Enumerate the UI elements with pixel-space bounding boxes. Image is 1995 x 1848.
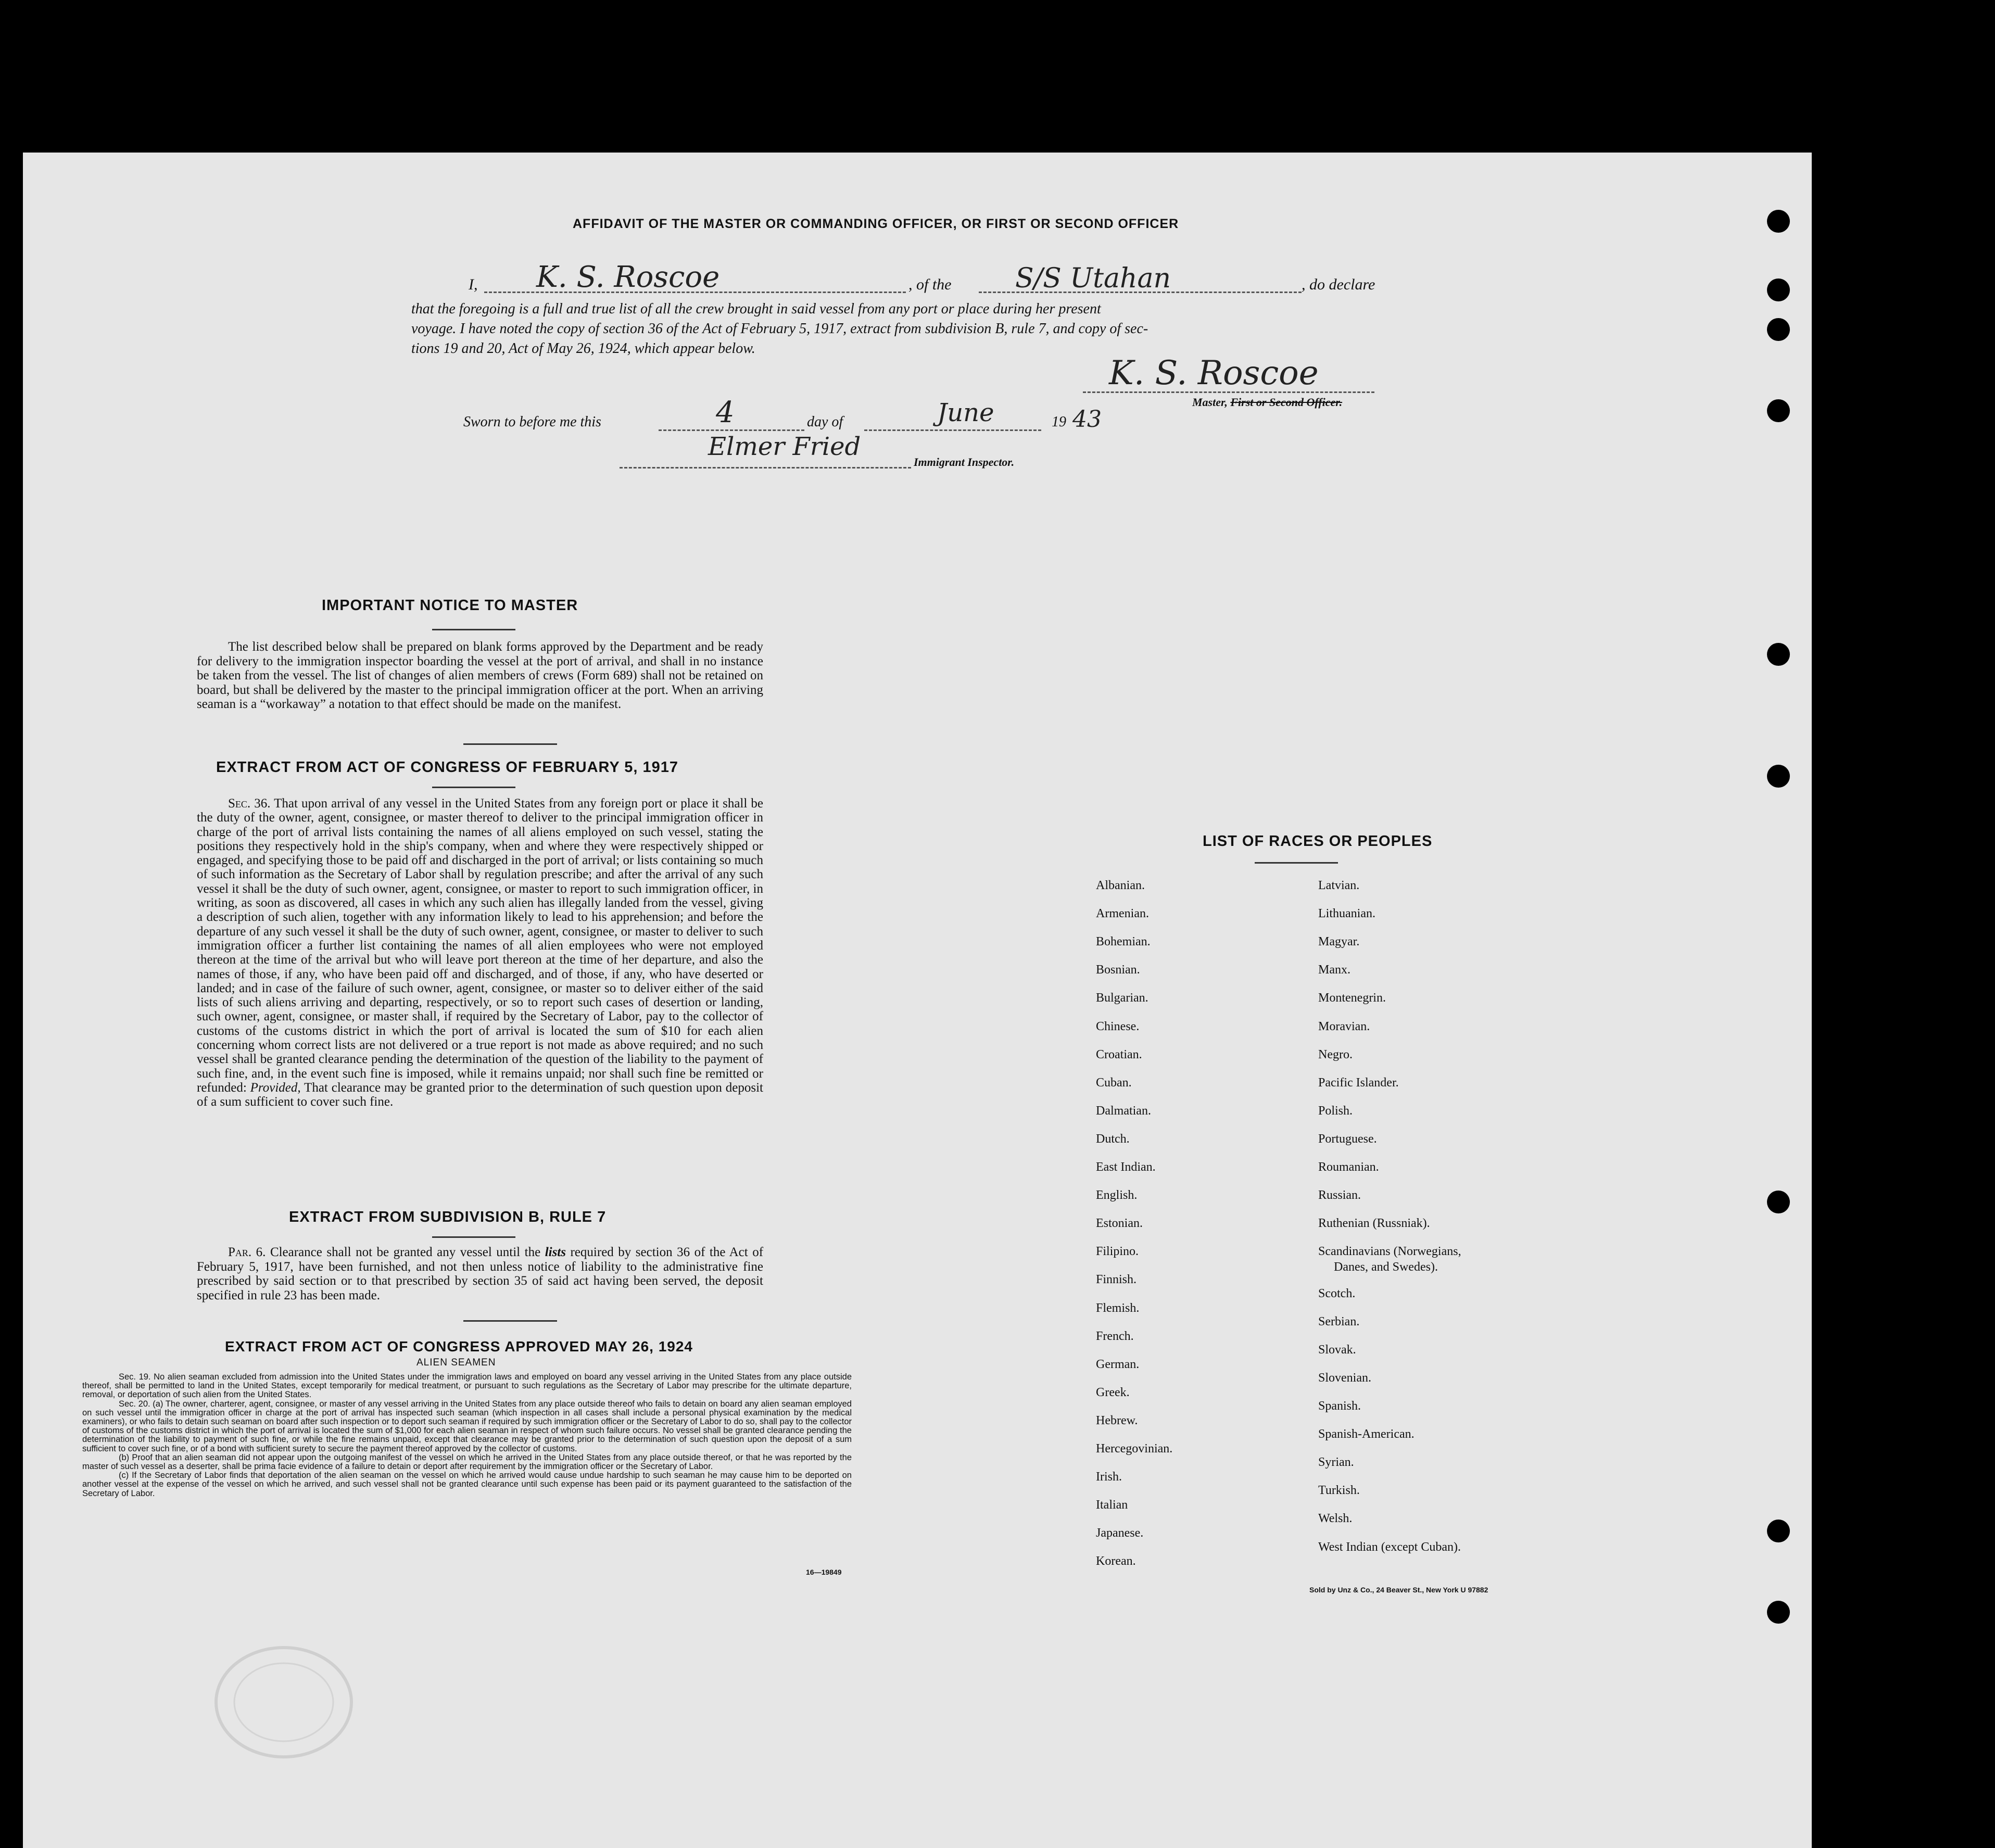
section-36-tail: That clearance may be granted prior to the determination of such question upon deposit of a sum sufficient to cover such fine.: [197, 1080, 763, 1109]
race-item: Dutch.: [1096, 1132, 1130, 1146]
race-item: Irish.: [1096, 1470, 1122, 1484]
day-line: [659, 429, 804, 431]
affidavit-i-label: I,: [469, 276, 478, 293]
form-number: 16—19849: [806, 1568, 842, 1576]
faded-seal: [208, 1640, 359, 1765]
race-item: Albanian.: [1096, 879, 1145, 892]
master-label: Master,: [1192, 396, 1228, 409]
master-title-block: [1192, 396, 1342, 409]
race-item: Roumanian.: [1318, 1160, 1379, 1174]
race-item: Russian.: [1318, 1188, 1361, 1203]
divider: [432, 629, 515, 630]
race-item: West Indian (except Cuban).: [1318, 1540, 1461, 1554]
section-36-body: That upon arrival of any vessel in the United States from any foreign port or place it shall be the duty of the owner, agent, consignee, or master thereof to deliver to the principal immigration officer in charge of the port of arrival lists containing the names of all aliens employed on such vessel, stating the positions they respectively hold in the ship's company, when and where they were respectively shipped or engaged, and specifying those to be paid off and discharged in the port of arrival; or lists containing so much of such information as the Secretary of Labor shall by regulation prescribe; and after the arrival of any such vessel it shall be the duty of such owner, agent, consignee, or master to report to such immigration officer, in writing, as soon as discovered, all cases in which any such alien has illegally landed from the vessel, giving a description of such alien, together with any information likely to lead to his apprehension; and before the departure of any such vessel it shall be the duty of such owner, agent, consignee, or master to deliver to such immigration officer a further list containing the names of all alien employees who were not employed thereon at the time of the arrival but who will leave port thereon at the time of her departure, and also the names of those, if any, who have been paid off and discharged, and of those, if any, who have deserted or landed; and in case of the failure of such owner, agent, consignee, or master so to deliver either of the said lists of such aliens arriving and departing, respectively, or so to report such cases of desertion or landing, such owner, agent, consignee, or master shall, if required by the Secretary of Labor, pay to the collector of customs of the customs district in which the port of arrival is located the sum of $10 for each alien concerning whom correct lists are not delivered or a true report is not made as above required; and no such vessel shall be granted clearance pending the determination of the question of the liability to the payment of such fine, and, in the event such fine is imposed, while it remains unpaid; nor shall such fine be remitted or refunded:: [197, 796, 763, 1095]
binder-hole: [1767, 1520, 1790, 1542]
race-item: Flemish.: [1096, 1301, 1140, 1315]
notice-text: The list described below shall be prepared on blank forms approved by the Department and be ready for delivery to the immigration inspector boarding the vessel at the port of arrival, and shall in no instance be taken from the vessel. The list of changes of alien members of crews (Form 689) shall not be retained on board, but shall be delivered by the master to the principal immigration officer at the port. When an arriving seaman is a “workaway” a notation to that effect should be made on the manifest.: [197, 640, 763, 711]
inspector-signature: Elmer Fried: [708, 432, 861, 461]
divider: [432, 1236, 515, 1238]
year-handwritten: 43: [1072, 406, 1102, 433]
race-item: Estonian.: [1096, 1217, 1143, 1231]
binder-hole: [1767, 399, 1790, 422]
rule-7-part-b: required by section 36 of the Act of February 5, 1917, have been furnished, and not then unless notice of liability to the administrative fine prescribed by said section or to that prescribed by section 35 of said act having been served, the deposit specified in rule 23 has been made.: [197, 1245, 764, 1302]
race-item: Chinese.: [1096, 1019, 1140, 1033]
race-item: Scandinavians (Norwegians,: [1318, 1245, 1461, 1259]
provided-word: Provided,: [250, 1080, 301, 1095]
race-item: Syrian.: [1318, 1455, 1354, 1470]
race-item: Slovak.: [1318, 1343, 1356, 1357]
do-declare-label: , do declare: [1302, 276, 1375, 293]
race-item: Finnish.: [1096, 1273, 1137, 1287]
day-of-label: day of: [807, 414, 843, 430]
section-20a: Sec. 20. (a) The owner, charterer, agent, consignee, or master of any vessel arriving in the United States from any place outside thereof who fails to detain on board any alien seaman employed on such vessel until the immigration officer in charge at the port of arrival has inspected such seaman (which inspection in all cases shall include a personal physical examination by the medical examiners), or who fails to detain such seaman on board after such inspection or to deport such seaman if required by such immigration officer or the Secretary of Labor to do so, shall pay to the collector of customs of the customs district in which the port of arrival is located the sum of $1,000 for each alien seaman in respect of whom such failure occurs. No vessel shall be granted clearance pending the determination of the liability to payment of such fine, or while the fine remains unpaid, except that clearance may be granted prior to the determination of such question upon the deposit of a sum sufficient to cover such fine, or of a bond with sufficient surety to secure the payment thereof approved by the collector of customs.: [82, 1399, 852, 1453]
race-item: Dalmatian.: [1096, 1104, 1151, 1118]
race-item: Polish.: [1318, 1104, 1353, 1118]
race-item: Negro.: [1318, 1047, 1353, 1061]
signature-line: [1083, 391, 1374, 393]
race-item: Greek.: [1096, 1385, 1130, 1399]
race-item: Lithuanian.: [1318, 907, 1375, 921]
race-item: Hercegovinian.: [1096, 1442, 1173, 1455]
race-item: Montenegrin.: [1318, 991, 1386, 1005]
sworn-label: Sworn to before me this: [463, 414, 601, 430]
affidavit-text-line-2: voyage. I have noted the copy of section 36 of the Act of February 5, 1917, extract from subdivision B, rule 7, and copy of sec-: [411, 321, 1148, 337]
affidavit-text-line-1: that the foregoing is a full and true list of all the crew brought in said vessel from any port or place during her present: [411, 301, 1101, 317]
lists-word: lists: [545, 1245, 566, 1259]
affidavit-title: AFFIDAVIT OF THE MASTER OR COMMANDING OFFICER, OR FIRST OR SECOND OFFICER: [573, 217, 1179, 231]
race-item: Pacific Islander.: [1318, 1075, 1399, 1090]
alien-seamen-subtitle: ALIEN SEAMEN: [416, 1357, 496, 1368]
month-line: [864, 429, 1041, 431]
binder-hole: [1767, 1601, 1790, 1624]
sworn-day-handwritten: 4: [716, 396, 735, 429]
race-item: French.: [1096, 1329, 1134, 1343]
race-item: Turkish.: [1318, 1484, 1360, 1498]
race-item: Portuguese.: [1318, 1132, 1377, 1146]
binder-hole: [1767, 765, 1790, 788]
act-1924-title: EXTRACT FROM ACT OF CONGRESS APPROVED MAY 26, 1924: [225, 1338, 693, 1355]
race-item: East Indian.: [1096, 1160, 1156, 1174]
extract-1917-title: EXTRACT FROM ACT OF CONGRESS OF FEBRUARY 5, 1917: [216, 759, 679, 776]
race-item: Korean.: [1096, 1554, 1136, 1568]
race-item: Scotch.: [1318, 1286, 1356, 1300]
divider: [463, 743, 557, 745]
race-item: Croatian.: [1096, 1047, 1142, 1061]
rule-7-text: [197, 1245, 763, 1302]
section-36-lead: Sec. 36.: [228, 796, 271, 811]
notice-title: IMPORTANT NOTICE TO MASTER: [322, 597, 578, 614]
race-item: Japanese.: [1096, 1526, 1144, 1540]
race-item: Slovenian.: [1318, 1371, 1371, 1385]
race-item: Manx.: [1318, 963, 1350, 977]
race-item: Serbian.: [1318, 1314, 1360, 1328]
divider: [432, 787, 515, 788]
printer-imprint: Sold by Unz & Co., 24 Beaver St., New York U 97882: [1309, 1586, 1488, 1594]
race-item: Cuban.: [1096, 1075, 1132, 1090]
binder-hole: [1767, 279, 1790, 301]
of-the-label: , of the: [908, 276, 952, 293]
extract-1917-text: [197, 796, 763, 1109]
race-item: Ruthenian (Russniak).: [1318, 1217, 1430, 1231]
race-item: Bohemian.: [1096, 935, 1151, 949]
binder-hole: [1767, 210, 1790, 233]
race-item: Filipino.: [1096, 1245, 1139, 1259]
year-prefix: 19: [1052, 414, 1066, 430]
paragraph-6-lead: Par. 6.: [228, 1245, 266, 1259]
race-item: Latvian.: [1318, 879, 1360, 892]
sworn-month-handwritten: June: [937, 398, 994, 427]
race-item: Welsh.: [1318, 1512, 1353, 1526]
race-item: Magyar.: [1318, 935, 1360, 949]
master-signature: K. S. Roscoe: [1109, 354, 1319, 393]
section-20b: (b) Proof that an alien seaman did not appear upon the outgoing manifest of the vessel on which he arrived in the United States from any place outside thereof, or that he was reported by the master of such vessel as a deserter, shall be prima facie evidence of a failure to detain or deport after requirement by the immigration officer or the Secretary of Labor.: [82, 1452, 852, 1472]
binder-hole: [1767, 318, 1790, 341]
race-item: Armenian.: [1096, 907, 1149, 921]
race-item: Moravian.: [1318, 1019, 1370, 1033]
master-name-handwritten: K. S. Roscoe: [536, 260, 720, 294]
race-item: Danes, and Swedes).: [1334, 1260, 1438, 1274]
section-19: Sec. 19. No alien seaman excluded from admission into the United States under the immigration laws and employed on board any vessel arriving in the United States from any place outside thereof, shall be permitted to land in the United States, except temporarily for medical treatment, or pursuant to such regulations as the Secretary of Labor may prescribe for the ultimate departure, removal, or deportation of such alien from the United States.: [82, 1372, 852, 1400]
section-20c: (c) If the Secretary of Labor finds that deportation of the alien seaman on the vessel on which he arrived would cause undue hardship to such seaman he may cause him to be deported on another vessel at the expense of the vessel on which he arrived, and such vessel shall not be granted clearance until such expense has been paid or its payment guaranteed to the satisfaction of the Secretary of Labor.: [82, 1471, 852, 1498]
struck-officer-label: First or Second Officer.: [1230, 396, 1343, 409]
vessel-name-handwritten: S/S Utahan: [1015, 263, 1171, 294]
divider: [1255, 862, 1338, 864]
rule-7-title: EXTRACT FROM SUBDIVISION B, RULE 7: [289, 1209, 607, 1225]
inspector-line: [620, 467, 911, 469]
act-1924-text: [82, 1373, 852, 1498]
race-item: Hebrew.: [1096, 1413, 1138, 1427]
rule-7-part-a: Clearance shall not be granted any vessel until the: [270, 1245, 541, 1259]
race-item: Bulgarian.: [1096, 991, 1148, 1005]
divider: [463, 1320, 557, 1322]
race-item: Italian: [1096, 1498, 1128, 1512]
binder-hole: [1767, 1191, 1790, 1213]
race-item: English.: [1096, 1188, 1138, 1203]
race-item: Bosnian.: [1096, 963, 1140, 977]
race-item: Spanish-American.: [1318, 1427, 1415, 1441]
race-item: Spanish.: [1318, 1399, 1361, 1413]
inspector-label: Immigrant Inspector.: [914, 455, 1015, 469]
binder-hole: [1767, 643, 1790, 666]
races-title: LIST OF RACES OR PEOPLES: [1203, 833, 1433, 850]
race-item: German.: [1096, 1357, 1140, 1371]
affidavit-text-line-3: tions 19 and 20, Act of May 26, 1924, which appear below.: [411, 340, 755, 357]
